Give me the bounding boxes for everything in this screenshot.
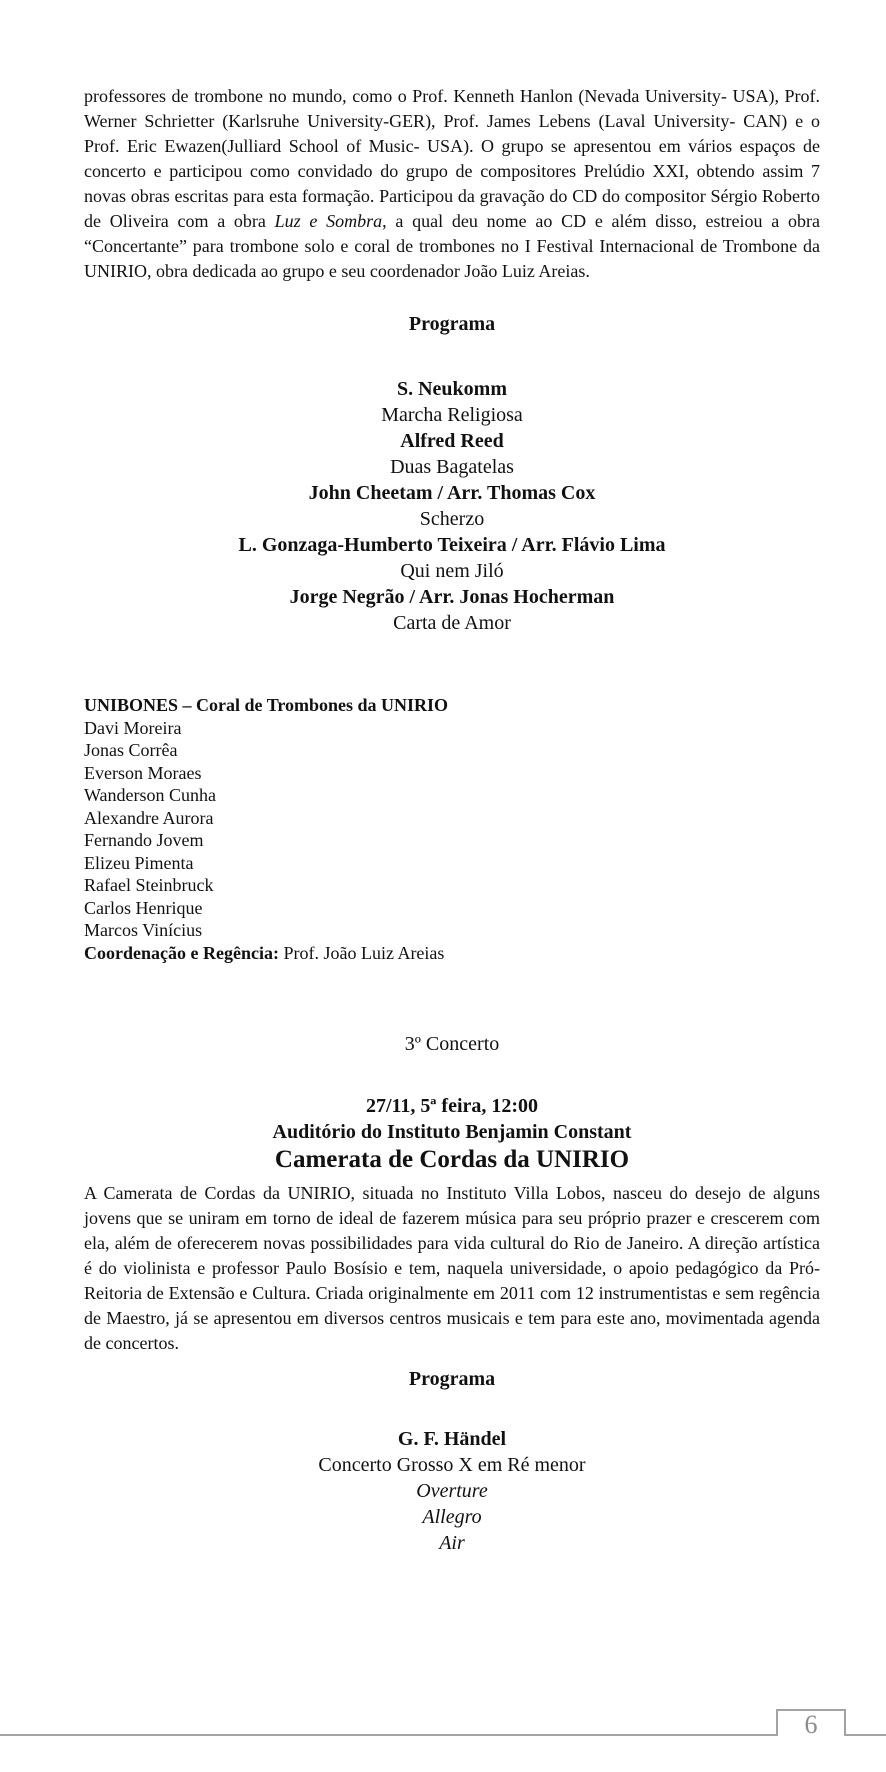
intro-paragraph <box>84 84 820 284</box>
concert-group-title: Camerata de Cordas da UNIRIO <box>274 1146 630 1173</box>
program-movement: Overture <box>416 1480 488 1502</box>
ensemble-member: Wanderson Cunha <box>84 785 217 805</box>
program-composer: S. Neukomm <box>396 378 507 400</box>
program-piece: Qui nem Jiló <box>400 560 504 582</box>
ensemble-member: Carlos Henrique <box>84 897 203 918</box>
group-description-paragraph: A Camerata de Cordas da UNIRIO, situada no Instituto Villa Lobos, nasceu do desejo de alguns jovens que se uniram em torno de ideal de fazerem música para seu próprio prazer e crescerem com ela, além de oferecerem novas possibilidades para vida cultural do Rio de Janeiro. A direção artística é do violinista e professor Paulo Bosísio e tem, naquela universidade, o apoio pedagógico da Pró-Reitoria de Extensão e Cultura. Criada originalmente em 2011 com 12 instrumentistas e sem regência de Maestro, já se apresentou em diversos centros musicais e tem para este ano, movimentada agenda de concertos. <box>84 1183 820 1353</box>
ensemble-member: Everson Moraes <box>84 762 202 783</box>
concert-number-heading: 3º Concerto <box>404 1033 500 1055</box>
ensemble-member: Fernando Jovem <box>84 830 204 850</box>
coordination-label: Coordenação e Regência: <box>84 942 279 963</box>
intro-work-title: Luz e Sombra <box>274 211 383 231</box>
page-number: 6 <box>804 1710 818 1739</box>
ensemble-title: UNIBONES – Coral de Trombones da UNIRIO <box>84 695 449 715</box>
ensemble-member: Davi Moreira <box>84 717 182 738</box>
ensemble-section <box>84 694 820 964</box>
concert-venue: Auditório do Instituto Benjamin Constant <box>272 1121 632 1143</box>
ensemble-member: Alexandre Aurora <box>84 807 214 828</box>
program-heading-1: Programa <box>408 313 496 335</box>
coordination-line <box>84 942 820 965</box>
program-composer: Jorge Negrão / Arr. Jonas Hocherman <box>289 586 615 608</box>
footer-rule <box>0 1734 886 1736</box>
intro-text-2: , a qual deu nome ao CD e além disso, estreiou a obra “Concertante” para trombone solo e coral de trombones no I Festival Internacional de Trombone da UNIRIO, obra dedicada ao grupo e seu coordenador João Luiz Areias. <box>84 211 820 281</box>
program-composer: John Cheetam / Arr. Thomas Cox <box>308 482 596 504</box>
program-composer: L. Gonzaga-Humberto Teixeira / Arr. Flávio Lima <box>238 534 666 556</box>
program-piece: Marcha Religiosa <box>381 404 523 426</box>
concert-datetime: 27/11, 5ª feira, 12:00 <box>365 1095 539 1117</box>
coordination-value: Prof. João Luiz Areias <box>283 942 445 963</box>
program-list-2 <box>84 1426 820 1556</box>
program-movement: Allegro <box>422 1506 482 1528</box>
program-piece: Scherzo <box>419 508 485 530</box>
program-piece: Carta de Amor <box>393 612 511 634</box>
concert-header <box>84 1093 820 1175</box>
program-piece: Duas Bagatelas <box>390 456 514 478</box>
ensemble-member: Marcos Vinícius <box>84 920 203 940</box>
program-list-1 <box>84 376 820 636</box>
program-piece: Concerto Grosso X em Ré menor <box>318 1454 586 1476</box>
program-movement: Air <box>439 1532 465 1554</box>
intro-text-1: professores de trombone no mundo, como o Prof. Kenneth Hanlon (Nevada University- USA), Prof. Werner Schrietter (Karlsruhe University-GER), Prof. James Lebens (Laval University- CAN) e o Prof. Eric Ewazen(Julliard School of Music- USA). O grupo se apresentou em vários espaços de concerto e participou como convidado do grupo de compositores Prelúdio XXI, obtendo assim 7 novas obras escritas para esta formação. Participou da gravação do CD do compositor Sérgio Roberto de Oliveira com a obra <box>84 86 820 231</box>
ensemble-member: Jonas Corrêa <box>84 740 178 760</box>
program-composer: Alfred Reed <box>400 430 504 452</box>
page-number-tab <box>776 1709 846 1739</box>
ensemble-member: Rafael Steinbruck <box>84 875 214 895</box>
ensemble-member: Elizeu Pimenta <box>84 852 194 873</box>
program-heading-2: Programa <box>408 1368 496 1390</box>
program-composer: G. F. Händel <box>397 1428 507 1450</box>
